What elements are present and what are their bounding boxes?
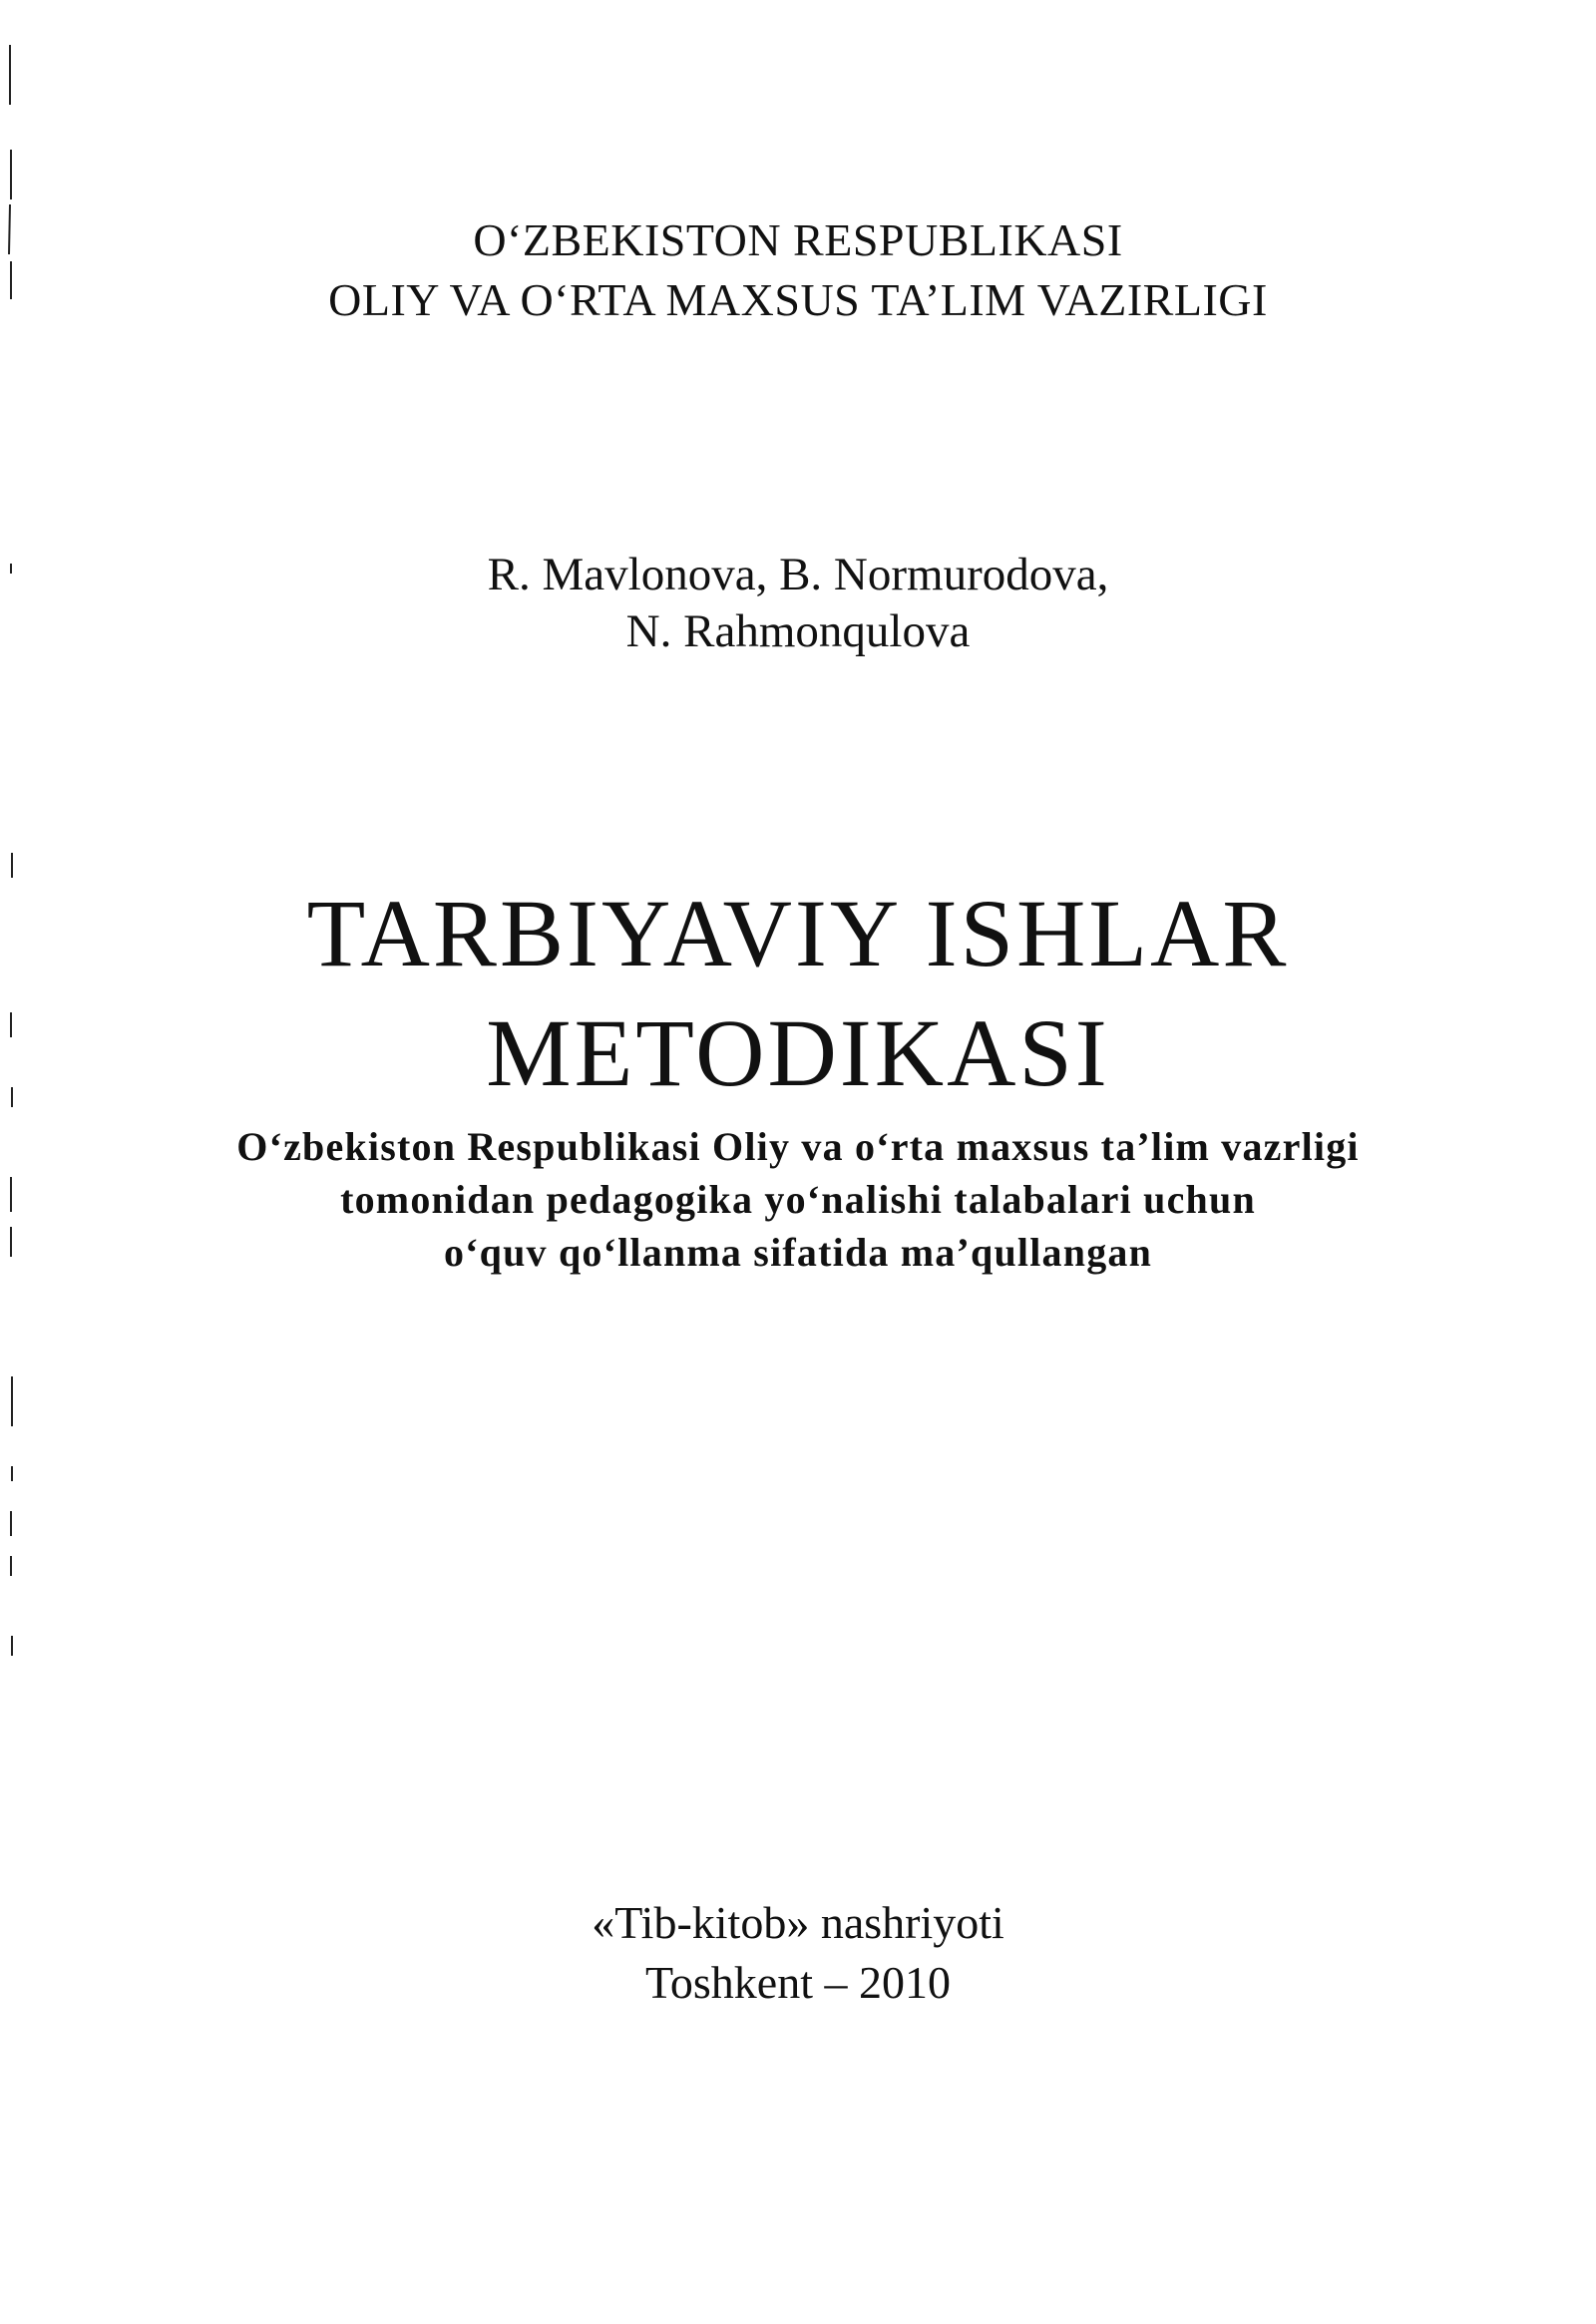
book-title-line-1: TARBIYAVIY ISHLAR (306, 880, 1290, 986)
authors-line-1: R. Mavlonova, B. Normurodova, (487, 549, 1109, 600)
authors-line-2: N. Rahmonqulova (625, 605, 971, 657)
publisher-name: «Tib-kitob» nashriyoti (592, 1897, 1004, 1948)
approval-line-3: o‘quv qo‘llanma sifatida ma’qullangan (443, 1230, 1153, 1275)
approval-line-2: tomonidan pedagogika yo‘nalishi talabalari uchun (340, 1177, 1256, 1222)
book-title-line-2: METODIKASI (486, 999, 1110, 1106)
ministry-line-2: OLIY VA O‘RTA MAXSUS TA’LIM VAZIRLIGI (328, 274, 1268, 325)
publication-place-year: Toshkent – 2010 (645, 1957, 951, 2008)
approval-line-1: O‘zbekiston Respublikasi Oliy va o‘rta maxsus ta’lim vazrligi (236, 1124, 1360, 1169)
ministry-line-1: O‘ZBEKISTON RESPUBLIKASI (473, 214, 1123, 265)
